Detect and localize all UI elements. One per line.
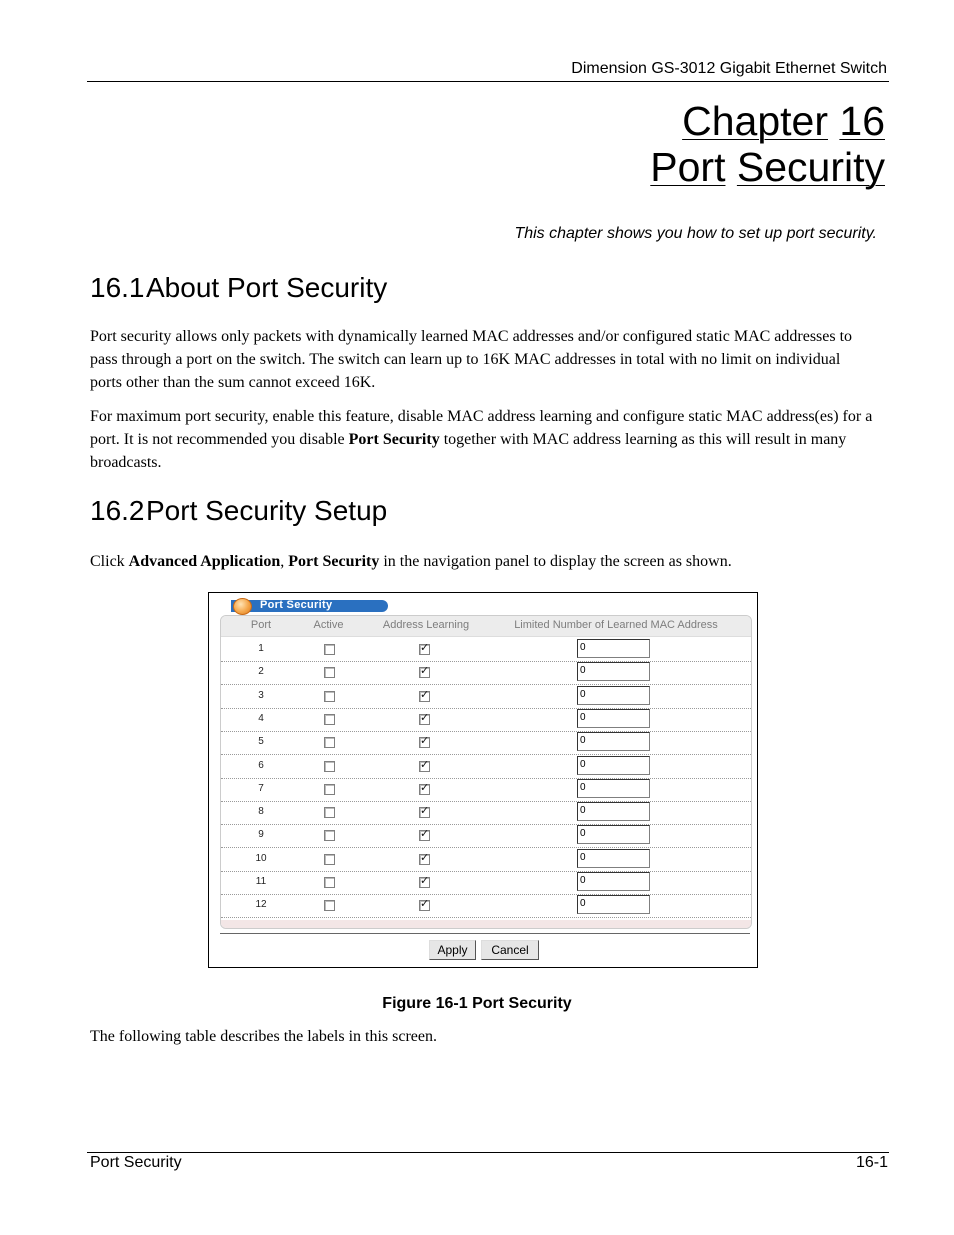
mac-limit-input[interactable]: 0 — [577, 639, 650, 658]
address-learning-checkbox[interactable] — [419, 877, 430, 888]
column-header-port: Port — [250, 619, 272, 631]
text-run: , — [280, 553, 289, 570]
mac-limit-input[interactable]: 0 — [577, 779, 650, 798]
section-number: 16.2 — [90, 495, 145, 526]
active-checkbox[interactable] — [324, 691, 335, 702]
port-security-screen — [208, 592, 758, 968]
port-number: 5 — [258, 736, 264, 748]
footer-chapter-name: Port Security — [90, 1154, 182, 1171]
text-run: For maximum port security, enable this feature, disable MAC address learning and configure static MAC address(es) for a port. It is not recommended you disable — [90, 408, 873, 448]
running-header: Dimension GS-3012 Gigabit Ethernet Switch — [571, 60, 887, 77]
table-row — [221, 731, 751, 755]
mac-limit-input[interactable]: 0 — [577, 895, 650, 914]
paragraph — [90, 550, 875, 573]
active-checkbox[interactable] — [324, 830, 335, 841]
chapter-word: Chapter — [682, 98, 828, 144]
cancel-button[interactable]: Cancel — [481, 940, 539, 960]
paragraph: Port security allows only packets with dynamically learned MAC addresses and/or configured static MAC addresses to pass through a port on the switch. The switch can learn up to 16K MAC addresses in total with no limit on individual ports other than the sum cannot exceed 16K. — [90, 328, 853, 391]
chapter-title-word1: Port — [650, 144, 726, 190]
address-learning-checkbox[interactable] — [419, 807, 430, 818]
active-checkbox[interactable] — [324, 667, 335, 678]
address-learning-checkbox[interactable] — [419, 761, 430, 772]
bold-term: Advanced Application — [128, 553, 281, 570]
port-security-table — [220, 615, 752, 929]
port-number: 8 — [258, 806, 264, 818]
table-row — [221, 848, 751, 872]
active-checkbox[interactable] — [324, 714, 335, 725]
table-row — [221, 708, 751, 732]
port-number: 2 — [258, 666, 264, 678]
section-title: Port Security Setup — [146, 495, 388, 526]
section-title: About Port Security — [146, 272, 388, 303]
address-learning-checkbox[interactable] — [419, 714, 430, 725]
port-number: 11 — [255, 876, 267, 887]
address-learning-checkbox[interactable] — [419, 737, 430, 748]
table-row — [221, 894, 751, 918]
mac-limit-input[interactable]: 0 — [577, 849, 650, 868]
mac-limit-input[interactable]: 0 — [577, 662, 650, 681]
mac-limit-input[interactable]: 0 — [577, 756, 650, 775]
column-header-active: Active — [313, 619, 344, 631]
text-run: in the navigation panel to display the screen as shown. — [379, 553, 732, 570]
text-run: Click — [90, 553, 129, 570]
paragraph: The following table describes the labels in this screen. — [90, 1028, 438, 1045]
active-checkbox[interactable] — [324, 644, 335, 655]
active-checkbox[interactable] — [324, 877, 335, 888]
port-number: 10 — [255, 852, 267, 864]
mac-limit-input[interactable]: 0 — [577, 872, 650, 891]
table-row — [221, 638, 751, 662]
paragraph — [90, 405, 875, 474]
port-number: 12 — [255, 899, 267, 911]
active-checkbox[interactable] — [324, 737, 335, 748]
apply-button[interactable]: Apply — [429, 940, 476, 960]
address-learning-checkbox[interactable] — [419, 830, 430, 841]
column-header-learning: Address Learning — [382, 619, 470, 631]
address-learning-checkbox[interactable] — [419, 691, 430, 702]
table-row — [221, 871, 751, 895]
header-rule — [87, 81, 889, 82]
figure-caption: Figure 16-1 Port Security — [382, 995, 572, 1012]
mac-limit-input[interactable]: 0 — [577, 709, 650, 728]
port-number: 6 — [258, 759, 264, 771]
chapter-title-word2: Security — [736, 144, 885, 190]
table-footer-strip — [221, 920, 751, 928]
table-row — [221, 824, 751, 848]
chapter-number: 16 — [839, 98, 885, 144]
bold-term: Port Security — [348, 431, 440, 448]
section-number: 16.1 — [90, 272, 145, 303]
table-row — [221, 661, 751, 685]
section-heading-2 — [90, 495, 387, 527]
port-number: 4 — [258, 712, 264, 724]
panel-tab-label: Port Security — [260, 599, 333, 611]
active-checkbox[interactable] — [324, 807, 335, 818]
port-number: 1 — [258, 643, 264, 654]
mac-limit-input[interactable]: 0 — [577, 802, 650, 821]
address-learning-checkbox[interactable] — [419, 854, 430, 865]
chapter-heading — [650, 98, 885, 190]
text-run: together with MAC address learning as this will result in many broadcasts. — [90, 431, 847, 471]
active-checkbox[interactable] — [324, 784, 335, 795]
panel-tab-orb-icon — [233, 598, 252, 615]
port-number: 3 — [258, 689, 264, 701]
table-row — [221, 801, 751, 825]
table-row — [221, 685, 751, 709]
address-learning-checkbox[interactable] — [419, 644, 430, 655]
mac-limit-input[interactable]: 0 — [577, 686, 650, 705]
footer-page-number: 16-1 — [855, 1154, 888, 1171]
address-learning-checkbox[interactable] — [419, 900, 430, 911]
address-learning-checkbox[interactable] — [419, 667, 430, 678]
port-number: 7 — [258, 782, 264, 794]
port-number: 9 — [258, 829, 264, 841]
section-heading-1 — [90, 272, 387, 304]
mac-limit-input[interactable]: 0 — [577, 732, 650, 751]
mac-limit-input[interactable]: 0 — [577, 825, 650, 844]
active-checkbox[interactable] — [324, 900, 335, 911]
chapter-intro: This chapter shows you how to set up port security. — [514, 225, 877, 242]
footer-rule — [87, 1152, 889, 1153]
column-header-limit: Limited Number of Learned MAC Address — [514, 619, 718, 631]
active-checkbox[interactable] — [324, 854, 335, 865]
bold-term: Port Security — [288, 553, 380, 570]
table-row — [221, 755, 751, 779]
table-row — [221, 778, 751, 802]
table-header — [221, 616, 751, 637]
active-checkbox[interactable] — [324, 761, 335, 772]
address-learning-checkbox[interactable] — [419, 784, 430, 795]
button-separator — [220, 933, 750, 934]
